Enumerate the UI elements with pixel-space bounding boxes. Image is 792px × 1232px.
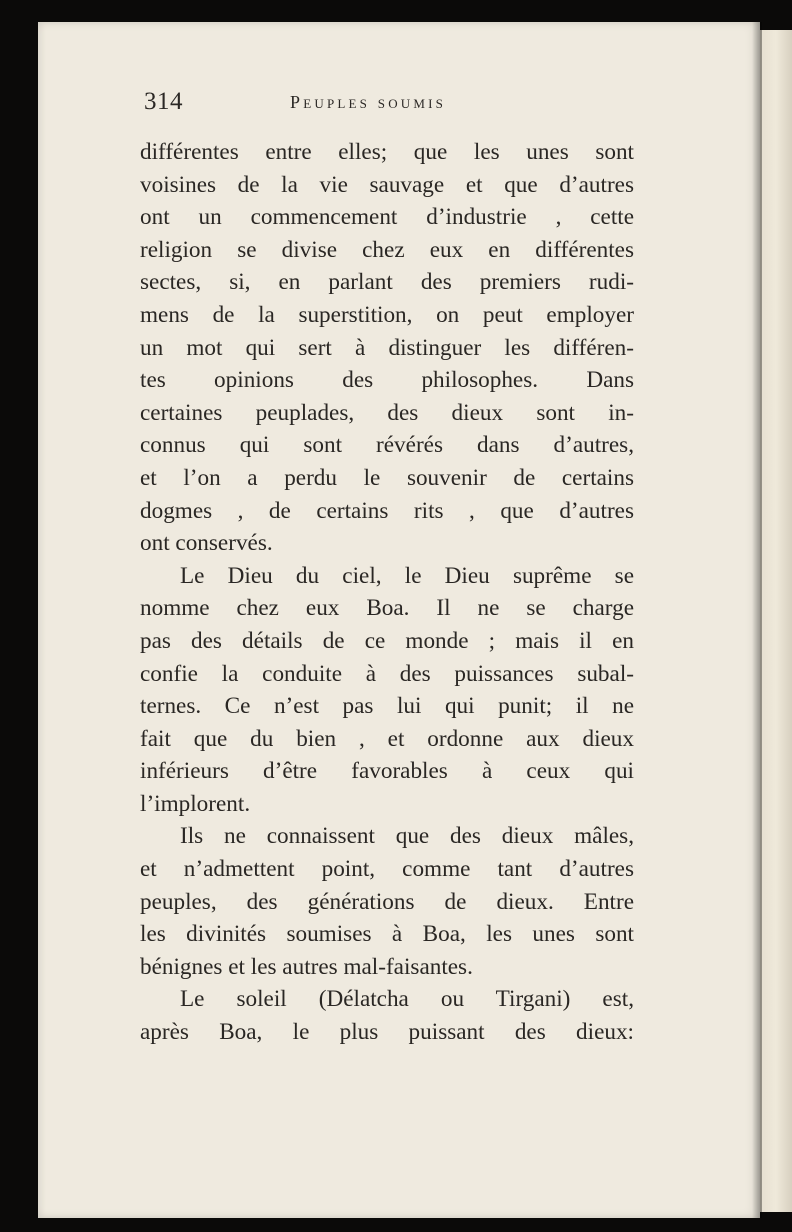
text-line: Ils ne connaissent que des dieux mâles,	[180, 823, 634, 850]
running-head	[144, 82, 634, 122]
text-line: bénignes et les autres mal-faisantes.	[140, 953, 473, 980]
text-line: ont un commencement d’industrie , cette	[140, 204, 634, 231]
text-line: confie la conduite à des puissances subal-	[140, 660, 634, 687]
text-line: nomme chez eux Boa. Il ne se charge	[140, 595, 634, 622]
text-line: après Boa, le plus puissant des dieux:	[140, 1019, 634, 1046]
text-line: dogmes , de certains rits , que d’autres	[140, 497, 634, 524]
text-line: inférieurs d’être favorables à ceux qui	[140, 758, 634, 785]
text-line: les divinités soumises à Boa, les unes sont	[140, 921, 634, 948]
running-title: Peuples soumis	[290, 92, 447, 112]
text-line: Le soleil (Délatcha ou Tirgani) est,	[180, 986, 634, 1013]
text-line: ternes. Ce n’est pas lui qui punit; il ne	[140, 693, 634, 720]
text-line: l’implorent.	[140, 790, 251, 817]
text-line: tes opinions des philosophes. Dans	[140, 367, 634, 394]
text-line: et l’on a perdu le souvenir de certains	[140, 464, 634, 491]
text-line: mens de la superstition, on peut employer	[140, 301, 634, 328]
body-text	[140, 136, 634, 1049]
text-line: ont conservés.	[140, 530, 273, 557]
text-line: Le Dieu du ciel, le Dieu suprême se	[180, 562, 634, 589]
page-number: 314	[144, 88, 183, 115]
text-line: certaines peuplades, des dieux sont in-	[140, 399, 634, 426]
text-line: différentes entre elles; que les unes sont	[140, 139, 634, 165]
text-line: connus qui sont révérés dans d’autres,	[140, 432, 634, 459]
text-line: pas des détails de ce monde ; mais il en	[140, 627, 634, 654]
text-line: voisines de la vie sauvage et que d’autres	[140, 171, 634, 198]
text-line: peuples, des générations de dieux. Entre	[140, 888, 634, 915]
text-line: et n’admettent point, comme tant d’autres	[140, 856, 634, 883]
text-line: religion se divise chez eux en différentes	[140, 236, 634, 263]
text-line: un mot qui sert à distinguer les différen-	[140, 334, 634, 361]
page-gutter-shadow	[752, 22, 762, 1218]
text-line: fait que du bien , et ordonne aux dieux	[140, 725, 634, 752]
text-line: sectes, si, en parlant des premiers rudi-	[140, 269, 634, 296]
